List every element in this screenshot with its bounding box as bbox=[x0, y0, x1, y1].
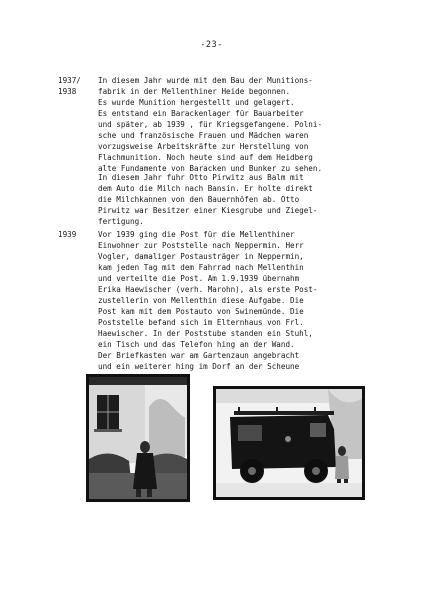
text-line: alte Fundamente von Baracken und Bunker zu sehen. bbox=[98, 164, 323, 173]
text-line: Einwohner zur Poststelle nach Neppermin. Herr bbox=[98, 241, 304, 250]
section-paragraph bbox=[98, 75, 390, 174]
text-line: und ein weiterer hing im Dorf an der Scheune bbox=[98, 362, 300, 371]
text-line: Es entstand ein Barackenlager für Bauarbeiter bbox=[98, 109, 304, 118]
text-line: fertigung. bbox=[98, 217, 144, 226]
text-line: die Milchkannen von den Bauernhöfen ab. Otto bbox=[98, 195, 300, 204]
text-line: fabrik in der Mellenthiner Heide begonnen. bbox=[98, 87, 291, 96]
section-year: 1939 bbox=[58, 230, 77, 239]
section-paragraph bbox=[98, 172, 390, 227]
text-line: Vogler, damaliger Postausträger in Neppermin, bbox=[98, 252, 304, 261]
section-paragraph bbox=[98, 229, 390, 383]
page-number: -23- bbox=[200, 40, 223, 50]
text-line: Es wurde Munition hergestellt und gelagert. bbox=[98, 98, 295, 107]
text-line: Der Briefkasten war am Gartenzaun angebracht bbox=[98, 351, 300, 360]
text-line: sche und französische Frauen und Mädchen waren bbox=[98, 131, 309, 140]
text-line: ein Tisch und das Telefon hing an der Wand. bbox=[98, 340, 295, 349]
text-line: Erika Haewischer (verh. Marohn), als erste Post- bbox=[98, 285, 318, 294]
text-line: In diesem Jahr fuhr Otto Pirwitz aus Balm mit bbox=[98, 173, 304, 182]
text-line: zustellerin von Mellenthin diese Aufgabe. Die bbox=[98, 296, 304, 305]
text-line: und später, ab 1939 , für Kriegsgefangene. Polni- bbox=[98, 120, 323, 129]
text-line: vorzugsweise Arbeitskräfte zur Herstellung von bbox=[98, 142, 309, 151]
text-line: Poststelle befand sich im Elternhaus von Frl. bbox=[98, 318, 304, 327]
text-line: In diesem Jahr wurde mit dem Bau der Munitions- bbox=[98, 76, 313, 85]
section-year: 1937/ 1938 bbox=[58, 76, 81, 96]
text-line: dem Auto die Milch nach Bansin. Er holte direkt bbox=[98, 184, 313, 193]
text-line: Vor 1939 ging die Post für die Mellenthiner bbox=[98, 230, 295, 239]
photo-post-van bbox=[213, 386, 365, 500]
text-line: kam jeden Tag mit dem Fahrrad nach Mellenthin bbox=[98, 263, 304, 272]
text-line: und verteilte die Post. Am 1.9.1939 übernahm bbox=[98, 274, 300, 283]
text-line: Haewischer. In der Poststube standen ein Stuhl, bbox=[98, 329, 313, 338]
photo-woman-house bbox=[86, 374, 190, 502]
text-line: Post kam mit dem Postauto von Swinemünde. Die bbox=[98, 307, 304, 316]
text-line: Flachmunition. Noch heute sind auf dem Heidberg bbox=[98, 153, 313, 162]
text-line: Pirwitz war Besitzer einer Kiesgrube und Ziegel- bbox=[98, 206, 318, 215]
